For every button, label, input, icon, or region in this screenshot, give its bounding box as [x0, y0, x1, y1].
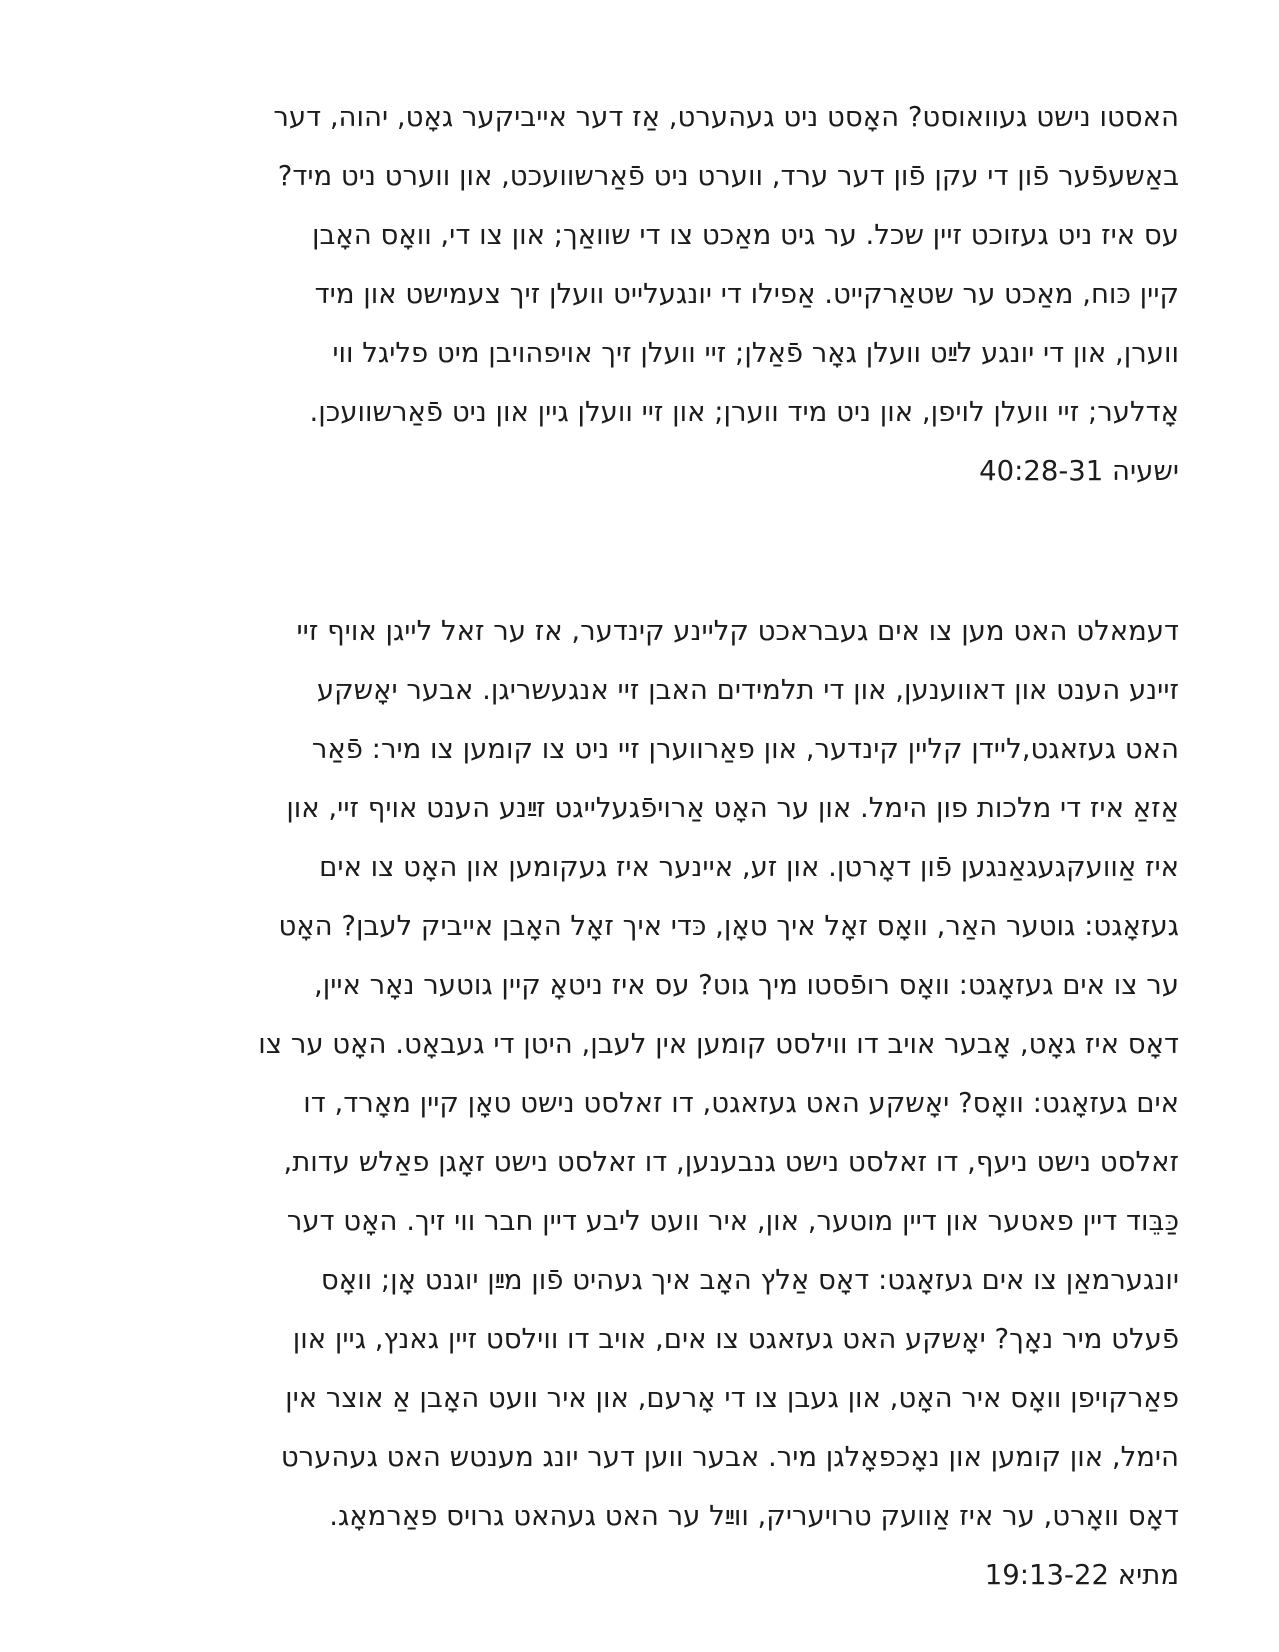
text-line: האט געזאגט,ליידן קליין קינדער, און פאַרווערן זיי ניט צו קומען צו מיר: פֿאַר [311, 733, 1179, 765]
text-line: דאָס וואָרט, ער איז אַוועק טרויעריק, ווײַל ער האט געהאט גרויס פאַרמאָג. [329, 1500, 1179, 1532]
text-line: פֿעלט מיר נאָך? יאָשקע האט געזאגט צו אים, אויב דו ווילסט זיין גאנץ, גיין און [292, 1323, 1179, 1355]
text-line: אים געזאָגט: וואָס? יאָשקע האט געזאגט, דו זאלסט נישט טאָן קיין מאָרד, דו [303, 1087, 1179, 1119]
text-line: דעמאלט האט מען צו אים געבראכט קליינע קינדער, אז ער זאל לייגן אויף זיי [296, 615, 1179, 647]
text-line: הימל, און קומען און נאָכפאָלגן מיר. אבער ווען דער יונג מענטש האט געהערט [280, 1441, 1179, 1473]
text-line: ער צו אים געזאָגט: וואָס רופֿסטו מיך גוט? עס איז ניטאָ קיין גוטער נאָר איין, [313, 969, 1179, 1001]
scripture-reference: ישעיה 40:28-31 [979, 455, 1179, 487]
document-page [84, 88, 1179, 1605]
text-line: געזאָגט: גוטער האַר, וואָס זאָל איך טאָן, כּדי איך זאָל האָבן אייביק לעבן? האָט [278, 910, 1179, 942]
text-line: אַזאַ איז די מלכות פון הימל. און ער האָט אַרויפֿגעלייגט זײַנע הענט אויף זיי, און [286, 792, 1179, 824]
text-line: אָדלער; זיי וועלן לויפן, און ניט מיד ווערן; און זיי וועלן גיין און ניט פֿאַרשוועכן. [309, 396, 1179, 428]
text-line: דאָס איז גאָט, אָבער אויב דו ווילסט קומען אין לעבן, היטן די געבאָט. האָט ער צו [258, 1028, 1179, 1060]
text-line: כַּבֵּוד דיין פאטער און דיין מוטער, און, איר וועט ליבע דיין חבר ווי זיך. האָט דער [286, 1205, 1179, 1237]
text-line: באַשעפֿער פֿון די עקן פֿון דער ערד, ווערט ניט פֿאַרשוועכט, און ווערט ניט מיד? [277, 160, 1179, 192]
passage-isaiah [84, 88, 1179, 501]
text-line: איז אַוועקגעגאַנגען פֿון דאָרטן. און זע, איינער איז געקומען און האָט צו אים [319, 851, 1179, 883]
paragraph-gap [84, 501, 1179, 602]
scripture-reference: מתיא 19:13-22 [984, 1559, 1179, 1591]
text-line: זאלסט נישט ניעף, דו זאלסט נישט גנבענען, דו זאלסט נישט זאָגן פאַלש עדות, [283, 1146, 1179, 1178]
passage-matthew [84, 602, 1179, 1605]
text-line: יונגערמאַן צו אים געזאָגט: דאָס אַלץ האָב איך געהיט פֿון מײַן יוגנט אָן; וואָס [320, 1264, 1179, 1296]
text-line: קיין כּוח, מאַכט ער שטאַרקייט. אַפילו די יונגעלייט וועלן זיך צעמישט און מיד [314, 278, 1179, 310]
text-line: פאַרקויפן וואָס איר האָט, און געבן צו די אָרעם, און איר וועט האָבן אַ אוצר אין [285, 1382, 1179, 1414]
text-line: זיינע הענט און דאווענען, און די תלמידים האבן זיי אנגעשריגן. אבער יאָשקע [316, 674, 1179, 706]
text-line: ווערן, און די יונגע לײַט וועלן גאָר פֿאַלן; זיי וועלן זיך אויפהויבן מיט פליגל ווי [332, 337, 1179, 369]
text-line: עס איז ניט געזוכט זיין שכל. ער גיט מאַכט צו די שוואַך; און צו די, וואָס האָבן [312, 219, 1179, 251]
text-line: האסטו נישט געוואוסט? האָסט ניט געהערט, אַז דער אייביקער גאָט, יהוה, דער [273, 101, 1179, 133]
